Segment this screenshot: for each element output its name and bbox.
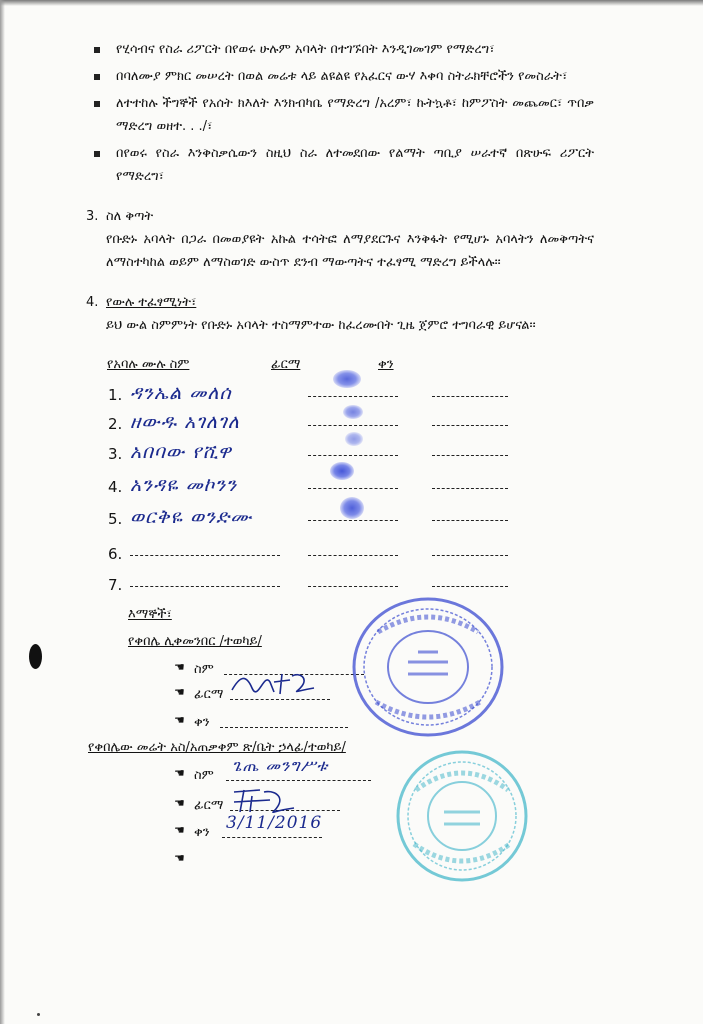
pointer-hand-icon: ☚ [174, 660, 185, 674]
pointer-hand-icon: ☚ [174, 713, 185, 727]
table-row: 5. ወርቅዬ ወንድሙ [108, 506, 528, 532]
table-row: 3. አበባው የሺዋ [108, 441, 528, 467]
land-office-signature-scribble [230, 786, 300, 816]
member-name: አበባው የሺዋ [130, 441, 232, 463]
table-row: 1. ዳንኤል መለሰ [108, 382, 528, 408]
receiver-signature-field: ☚ ፊርማ [174, 685, 374, 705]
section-validity [86, 292, 594, 337]
column-header-signature: ፊርማ [271, 357, 301, 372]
land-office-name-field: ☚ ስም ጌጤ መንግሥቱ [174, 766, 384, 786]
member-name: አንዳዬ መኮንን [130, 474, 238, 496]
thumbprint-icon [340, 497, 364, 519]
land-office-signature-field: ☚ ፊርማ [174, 796, 384, 816]
section-number: 3. [86, 209, 99, 224]
scan-speck [37, 1013, 40, 1016]
pointer-hand-icon: ☚ [174, 685, 185, 699]
land-office-stamp-seal [392, 746, 532, 886]
bullet-item: በባለሙያ ምክር መሠረት በወል መሬቱ ላይ ልዩልዩ የአፈርና ውሃ እቀባ ስትራክቸሮችን የመስራት፣ [94, 65, 594, 88]
thumbprint-icon [330, 462, 354, 480]
thumbprint-icon [343, 405, 363, 419]
land-office-date-field: ☚ ቀን 3/11/2016 [174, 813, 323, 840]
table-row: 4. አንዳዬ መኮንን [108, 474, 528, 500]
bullet-icon [94, 151, 100, 157]
land-office-name-value: ጌጤ መንግሥቱ [232, 756, 329, 775]
bullet-icon [94, 74, 100, 80]
scan-edge-top [0, 0, 703, 6]
bullet-icon [94, 47, 100, 53]
land-office-title: የቀበሌው መሬት አስ/አጠቃቀም ጽ/ቤት ኃላፊ/ተወካይ/ [88, 740, 346, 755]
column-header-date: ቀን [378, 357, 394, 372]
receiver-title: የቀበሌ ሊቀመንበር /ተወካይ/ [128, 634, 262, 649]
thumbprint-icon [345, 432, 363, 446]
column-header-name: የአባሉ ሙሉ ስም [107, 357, 190, 372]
pointer-hand-icon: ☚ [174, 851, 185, 865]
table-row: 6. [108, 541, 528, 567]
member-name: ዘውዱ አገለገለ [130, 411, 240, 433]
bullet-icon [94, 101, 100, 107]
section-title: ስለ ቅጣት [106, 209, 154, 224]
extra-pointer [174, 851, 214, 871]
table-row: 2. ዘውዱ አገለገለ [108, 411, 528, 437]
punch-hole [29, 644, 42, 669]
thumbprint-icon [333, 370, 361, 388]
land-office-date-value: 3/11/2016 [226, 813, 323, 833]
section-title: የውሉ ተፈፃሚነት፣ [106, 295, 197, 310]
section-body: የቡድኑ አባላት በጋራ በመወያዩት አኩል ተሳትፎ ለማያደርጉና እንቅፋት የሚሆኑ አባላትን ለመቅጣትና ለማስተካከል ወይም ለማስወገድ ውስጥ ደንብ ማውጣትና ተፈፃሚ ማድረግ ይችላሉ፡፡ [106, 232, 594, 270]
scan-edge-left [0, 0, 5, 1024]
bullet-item: ለተተከሉ ችግኞች የአሰት ክእለት እንክብካቤ የማድረግ /አረም፣ ኩትኳቶ፣ ከምፖስት መጨመር፣ ጥበቃ ማድረግ ወዘተ. . ./፣ [94, 92, 594, 138]
witnesses-label: እማኞች፣ [128, 607, 172, 622]
bullet-item: በየወሩ የስራ እንቅስቃሴውን ስዚህ ስራ ለተመደበው የልማት ጣቢያ ሠራተኛ በጽሁፍ ሪፖርት የማድረግ፣ [94, 142, 594, 188]
table-row: 7. [108, 572, 528, 598]
receiver-date-field: ☚ ቀን [174, 713, 374, 733]
bullet-item: የሂሳብና የስራ ሪፖርት በየወሩ ሁሉም አባላት በተገኙበት እንዲገመገም የማድረግ፣ [94, 38, 594, 61]
section-body: ይህ ውል ስምምነት የቡድኑ አባላት ተስማምተው ከፈረሙበት ጊዜ ጀምሮ ተግባራዊ ይሆናል፡፡ [106, 318, 536, 333]
kebele-stamp-seal [348, 592, 508, 742]
section-number: 4. [86, 295, 99, 310]
receiver-signature-scribble [230, 668, 320, 698]
section-penalty [86, 206, 594, 274]
member-name: ወርቅዬ ወንድሙ [130, 506, 253, 528]
pointer-hand-icon: ☚ [174, 823, 185, 837]
pointer-hand-icon: ☚ [174, 796, 185, 810]
receiver-name-field: ☚ ስም [174, 660, 374, 680]
duties-bullet-list [94, 38, 594, 192]
member-name: ዳንኤል መለሰ [130, 382, 232, 404]
pointer-hand-icon: ☚ [174, 766, 185, 780]
